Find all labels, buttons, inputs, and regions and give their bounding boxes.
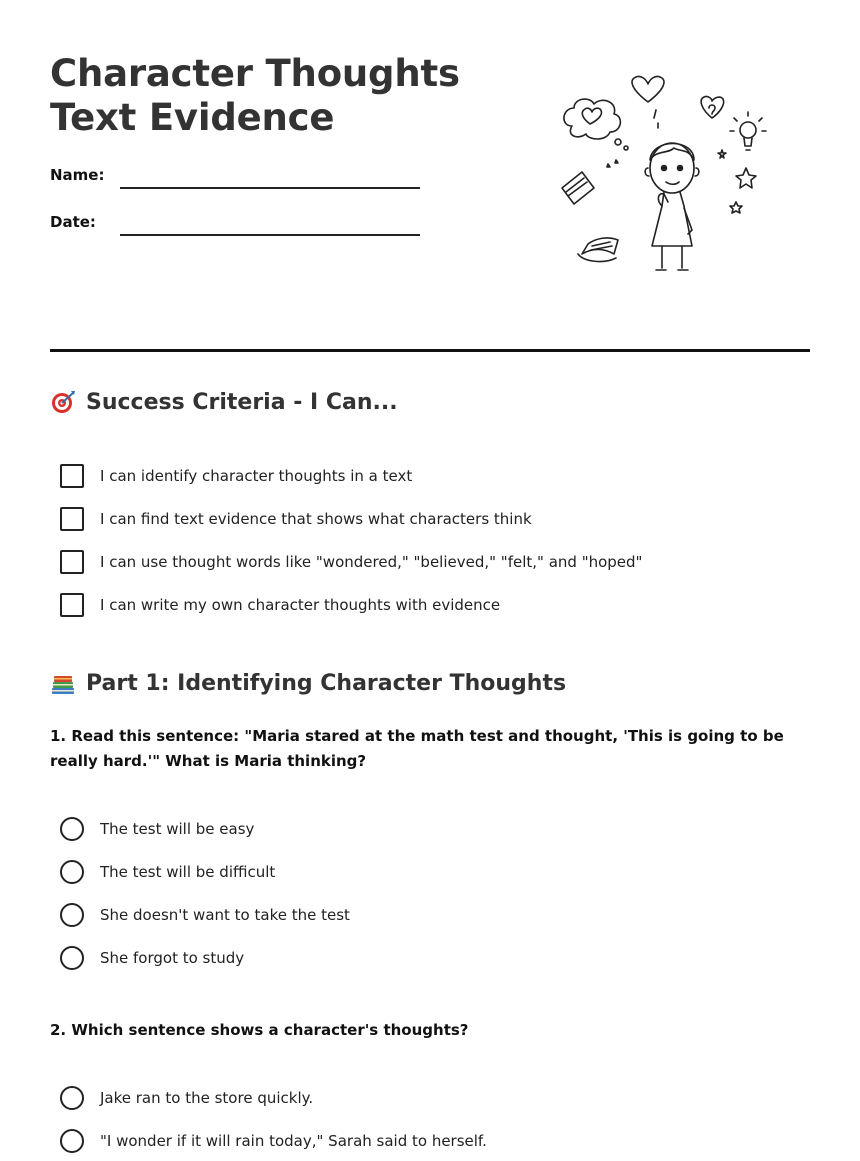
heart-icon	[632, 76, 664, 102]
books-icon	[50, 670, 76, 696]
criteria-checkbox[interactable]	[60, 507, 84, 531]
criteria-label: I can find text evidence that shows what characters think	[100, 510, 532, 528]
option-label: The test will be difficult	[100, 863, 276, 881]
criteria-checkbox[interactable]	[60, 593, 84, 617]
worksheet-title: Character Thoughts Text Evidence	[50, 52, 460, 139]
thought-cloud-icon	[564, 99, 620, 139]
header-divider	[50, 349, 810, 352]
name-label: Name:	[50, 166, 105, 184]
radio-button[interactable]	[60, 946, 84, 970]
target-icon	[50, 389, 76, 415]
criteria-item[interactable]	[60, 507, 532, 531]
date-input-line[interactable]	[120, 234, 420, 236]
answer-option[interactable]	[60, 1129, 487, 1153]
answer-option[interactable]	[60, 860, 275, 884]
question-2-prompt: 2. Which sentence shows a character's thoughts?	[50, 1021, 469, 1039]
criteria-item[interactable]	[60, 550, 642, 574]
star-icon	[730, 202, 742, 213]
option-label: Jake ran to the store quickly.	[100, 1089, 314, 1107]
radio-button[interactable]	[60, 1129, 84, 1153]
heart-icon	[582, 108, 601, 124]
answer-option[interactable]	[60, 946, 244, 970]
criteria-item[interactable]	[60, 464, 412, 488]
option-label: She doesn't want to take the test	[100, 906, 350, 924]
answer-option[interactable]	[60, 817, 254, 841]
radio-button[interactable]	[60, 860, 84, 884]
answer-option[interactable]	[60, 1086, 313, 1110]
part1-title: Part 1: Identifying Character Thoughts	[86, 670, 567, 696]
criteria-item[interactable]	[60, 593, 500, 617]
thinking-child-illustration	[552, 68, 772, 283]
option-label: The test will be easy	[100, 820, 255, 838]
success-criteria-title: Success Criteria - I Can...	[86, 389, 398, 415]
option-label: "I wonder if it will rain today," Sarah said to herself.	[100, 1132, 487, 1150]
option-label: She forgot to study	[100, 949, 245, 967]
radio-button[interactable]	[60, 903, 84, 927]
name-input-line[interactable]	[120, 187, 420, 189]
date-label: Date:	[50, 213, 96, 231]
question-1-prompt: 1. Read this sentence: "Maria stared at the math test and thought, 'This is going to be really hard.'" What is Maria thinking?	[50, 727, 784, 770]
criteria-label: I can use thought words like "wondered," "believed," "felt," and "hoped"	[100, 553, 643, 571]
star-icon	[736, 168, 756, 188]
criteria-checkbox[interactable]	[60, 550, 84, 574]
criteria-checkbox[interactable]	[60, 464, 84, 488]
part1-heading	[50, 670, 566, 696]
answer-option[interactable]	[60, 903, 350, 927]
radio-button[interactable]	[60, 1086, 84, 1110]
radio-button[interactable]	[60, 817, 84, 841]
child-face	[650, 143, 694, 193]
criteria-label: I can identify character thoughts in a text	[100, 467, 413, 485]
success-criteria-heading	[50, 389, 398, 415]
lightbulb-icon	[740, 122, 756, 138]
heart-icon	[701, 96, 723, 118]
criteria-label: I can write my own character thoughts with evidence	[100, 596, 501, 614]
